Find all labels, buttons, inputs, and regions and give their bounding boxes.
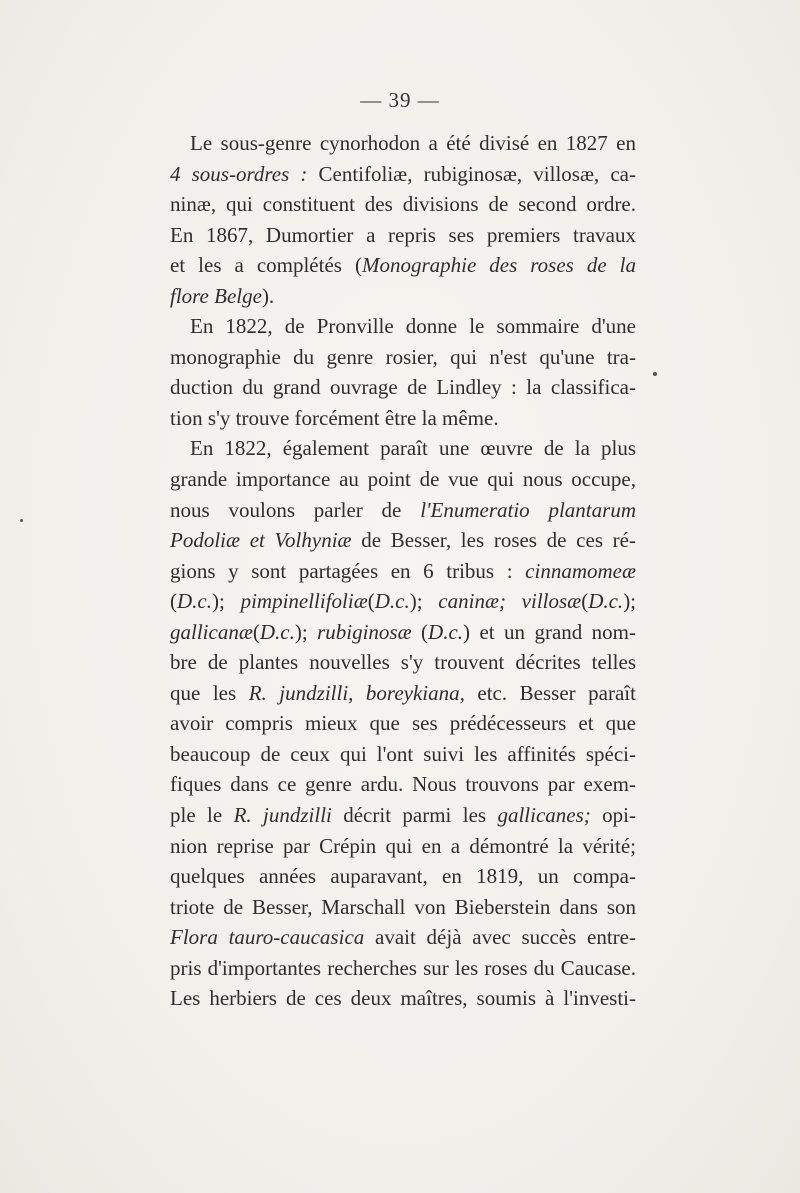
text-segment: avoir compris mieux que ses prédécesseurs et que	[170, 711, 636, 736]
text-segment: Les herbiers de ces deux maîtres, soumis à l'investi-	[170, 986, 636, 1011]
italic-text: flore Belge	[170, 283, 262, 308]
italic-text: D.c.	[259, 619, 295, 644]
text-line	[170, 617, 636, 648]
text-line	[170, 403, 636, 434]
italic-text: R. jundzilli	[233, 803, 332, 828]
text-segment: duction du grand ouvrage de Lindley : la classifica-	[170, 375, 636, 400]
text-line	[170, 159, 636, 190]
italic-text: Podoliæ et Volhyniæ	[170, 528, 352, 553]
italic-text: 4 sous-ordres :	[170, 161, 308, 186]
italic-text: pimpinellifoliæ	[240, 589, 368, 614]
text-line	[170, 800, 636, 831]
text-segment: En 1867, Dumortier a repris ses premiers travaux	[170, 222, 636, 247]
text-line	[170, 556, 636, 587]
text-segment: Le sous-genre cynorhodon a été divisé en 1827 en	[190, 131, 636, 155]
text-segment: et les a complétés (	[170, 253, 362, 278]
text-segment: );	[294, 619, 318, 644]
text-segment: ninæ, qui constituent des divisions de second ordre.	[170, 192, 636, 217]
text-line	[170, 433, 636, 464]
text-line	[170, 586, 636, 617]
text-line	[170, 495, 636, 526]
text-line	[170, 953, 636, 984]
text-segment: ) et un grand nom-	[463, 619, 637, 644]
text-segment: gions y sont partagées en 6 tribus :	[170, 558, 526, 583]
italic-text: gallicanæ	[170, 619, 253, 644]
scan-speck	[20, 519, 23, 522]
text-line	[170, 708, 636, 739]
text-line	[170, 739, 636, 770]
text-line	[170, 861, 636, 892]
scan-speck	[653, 372, 657, 376]
italic-text: rubiginosæ	[317, 619, 412, 644]
text-line	[170, 342, 636, 373]
text-line	[170, 678, 636, 709]
page-number: — 39 —	[360, 88, 440, 112]
text-segment: );	[212, 589, 241, 614]
text-line	[170, 647, 636, 678]
text-segment: nous voulons parler de	[170, 497, 421, 522]
text-segment: monographie du genre rosier, qui n'est qu'une tra-	[170, 344, 636, 369]
text-line	[170, 922, 636, 953]
text-line	[170, 831, 636, 862]
text-segment: fiques dans ce genre ardu. Nous trouvons par exem-	[170, 772, 636, 797]
text-line	[170, 372, 636, 403]
italic-text: l'Enumeratio plantarum	[420, 497, 636, 522]
text-line	[170, 220, 636, 251]
text-segment: (	[411, 619, 429, 644]
text-segment: que les	[170, 680, 249, 705]
italic-text: gallicanes;	[497, 803, 591, 828]
italic-text: cinnamomeæ	[525, 558, 636, 583]
text-segment: (	[170, 589, 177, 614]
text-segment: );	[623, 589, 637, 614]
text-segment: bre de plantes nouvelles s'y trouvent décrites telles	[170, 650, 636, 675]
text-segment: (	[367, 589, 375, 614]
italic-text: D.c.	[177, 589, 212, 614]
italic-text: D.c.	[428, 619, 464, 644]
text-segment: de Besser, les roses de ces ré-	[351, 528, 636, 553]
text-segment: nion reprise par Crépin qui en a démontré la vérité;	[170, 833, 636, 858]
text-line	[170, 311, 636, 342]
text-segment: ple le	[170, 803, 234, 828]
italic-text: Monographie des roses de la	[361, 253, 636, 278]
italic-text: D.c.	[588, 589, 624, 614]
text-line	[170, 769, 636, 800]
text-segment: opi-	[590, 803, 636, 828]
text-segment: (	[581, 589, 589, 614]
text-segment: etc. Besser paraît	[464, 680, 636, 705]
text-segment: ).	[261, 283, 275, 308]
text-segment: quelques années auparavant, en 1819, un compa-	[170, 864, 636, 889]
text-line	[170, 128, 636, 159]
text-line	[170, 464, 636, 495]
text-segment: En 1822, de Pronville donne le sommaire d'une	[190, 314, 636, 339]
text-segment: tion s'y trouve forcément être la même.	[170, 405, 499, 430]
italic-text: D.c.	[374, 589, 410, 614]
text-line	[170, 250, 636, 281]
italic-text: caninæ; villosæ	[438, 589, 582, 614]
body-text	[170, 128, 636, 1014]
text-segment: pris d'importantes recherches sur les roses du Caucase.	[170, 955, 636, 980]
italic-text: R. jundzilli, boreykiana,	[248, 680, 465, 705]
text-line	[170, 525, 636, 556]
text-segment: triote de Besser, Marschall von Bieberstein dans son	[170, 894, 636, 919]
text-line	[170, 281, 636, 312]
text-segment: décrit parmi les	[331, 803, 498, 828]
text-line	[170, 892, 636, 923]
text-segment: );	[409, 589, 439, 614]
italic-text: Flora tauro-caucasica	[170, 925, 365, 950]
text-segment: (	[252, 619, 260, 644]
text-segment: grande importance au point de vue qui nous occupe,	[170, 467, 636, 492]
text-segment: En 1822, également paraît une œuvre de la plus	[190, 436, 636, 461]
text-segment: avait déjà avec succès entre-	[364, 925, 636, 950]
text-line	[170, 983, 636, 1014]
text-segment: Centifoliæ, rubiginosæ, villosæ, ca-	[307, 161, 636, 186]
text-segment: beaucoup de ceux qui l'ont suivi les affinités spéci-	[170, 741, 636, 766]
text-line	[170, 189, 636, 220]
